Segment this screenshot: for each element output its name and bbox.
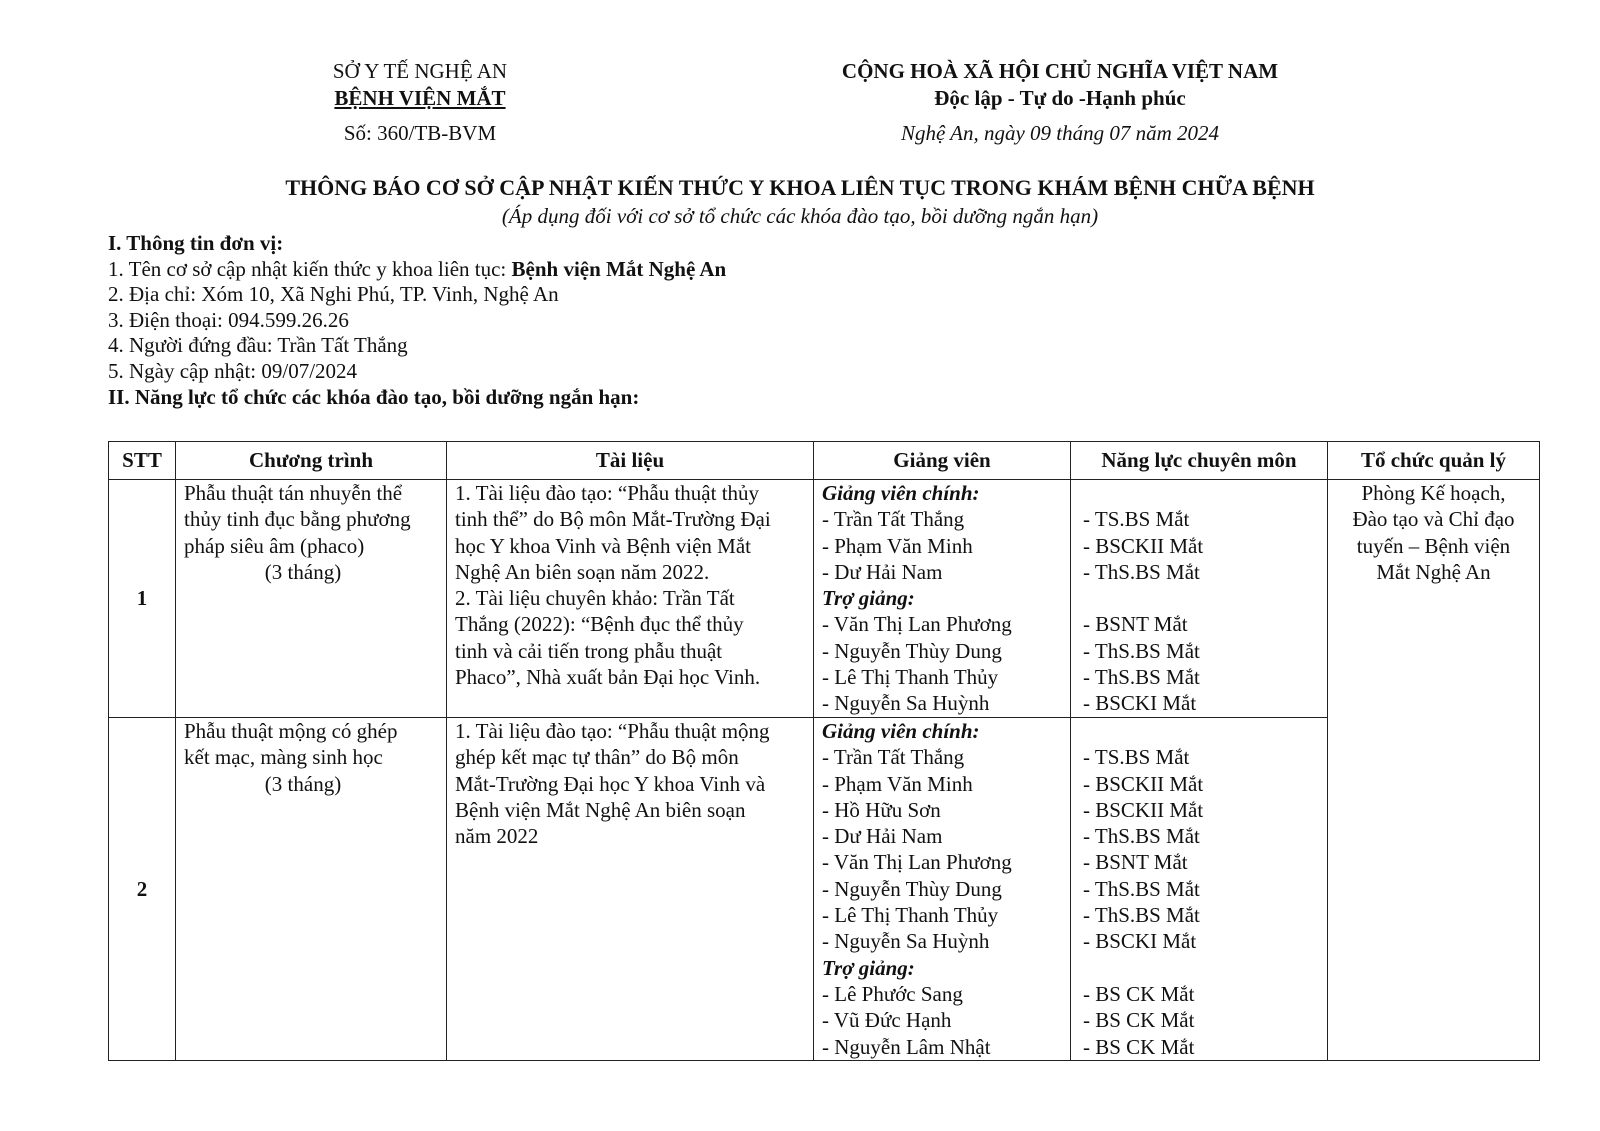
qualification: - BSCKI Mắt — [1083, 929, 1197, 954]
main-lecturers-label: Giảng viên chính: — [822, 719, 980, 743]
lecturer-name: - Nguyễn Thùy Dung — [822, 876, 1002, 901]
qualification: - BSCKII Mắt — [1083, 771, 1204, 796]
national-header — [800, 58, 1320, 147]
unit-name: BỆNH VIỆN MẮT — [334, 86, 506, 110]
materials-line: Phaco”, Nhà xuất bản Đại học Vinh. — [455, 665, 761, 690]
info-item-head — [108, 332, 1108, 358]
materials-line: 1. Tài liệu đào tạo: “Phẫu thuật thủy — [455, 481, 760, 505]
lecturer-name: - Hồ Hữu Sơn — [822, 797, 941, 822]
lecturer-name: - Dư Hải Nam — [822, 824, 943, 849]
lecturer-name: - Nguyễn Sa Huỳnh — [822, 929, 990, 954]
unit-info-section — [108, 230, 1108, 409]
qualification: - ThS.BS Mắt — [1083, 665, 1200, 690]
management-line: Phòng Kế hoạch, — [1361, 481, 1506, 505]
info-item-phone — [108, 307, 1108, 333]
materials-cell — [447, 480, 814, 718]
assistants-label: Trợ giảng: — [822, 586, 915, 611]
qualification: - BS CK Mắt — [1083, 1034, 1195, 1059]
info-item-date — [108, 358, 1108, 384]
materials-line: năm 2022 — [455, 824, 539, 849]
document-title: THÔNG BÁO CƠ SỞ CẬP NHẬT KIẾN THỨC Y KHOA LIÊN TỤC TRONG KHÁM BỆNH CHỮA BỆNH — [285, 175, 1315, 200]
assistant-name: - Nguyễn Sa Huỳnh — [822, 691, 990, 716]
header-program: Chương trình — [176, 442, 447, 480]
courses-table — [108, 441, 1540, 1061]
assistant-name: - Văn Thị Lan Phương — [822, 612, 1012, 637]
info-label: 1. Tên cơ sở cập nhật kiến thức y khoa liên tục: — [108, 256, 512, 281]
info-value: 09/07/2024 — [261, 358, 358, 383]
materials-line: học Y khoa Vinh và Bệnh viện Mắt — [455, 533, 751, 558]
nation-name: CỘNG HOÀ XÃ HỘI CHỦ NGHĨA VIỆT NAM — [841, 59, 1279, 83]
spacer — [1083, 955, 1319, 981]
management-line: Mắt Nghệ An — [1376, 559, 1491, 584]
place-and-date: Nghệ An, ngày 09 tháng 07 năm 2024 — [900, 121, 1220, 145]
program-line: Phẫu thuật tán nhuyễn thể — [184, 481, 403, 505]
spacer — [1083, 480, 1319, 506]
qualification: - TS.BS Mắt — [1083, 507, 1190, 532]
materials-line: Bệnh viện Mắt Nghệ An biên soạn — [455, 797, 746, 822]
header-lecturers: Giảng viên — [814, 442, 1071, 480]
qualifications-cell — [1071, 718, 1328, 1061]
header-stt: STT — [109, 442, 176, 480]
info-item-name — [108, 256, 1108, 282]
lecturers-cell — [814, 718, 1071, 1061]
qualification: - ThS.BS Mắt — [1083, 903, 1200, 928]
info-label: 5. Ngày cập nhật: — [108, 358, 262, 383]
program-line: pháp siêu âm (phaco) — [184, 533, 365, 558]
lecturer-name: - Văn Thị Lan Phương — [822, 850, 1012, 875]
management-line: tuyến – Bệnh viện — [1356, 533, 1511, 558]
main-lecturers-label: Giảng viên chính: — [822, 481, 980, 505]
lecturer-name: - Lê Thị Thanh Thủy — [822, 903, 999, 928]
info-value: Xóm 10, Xã Nghi Phú, TP. Vinh, Nghệ An — [201, 282, 559, 307]
info-label: 3. Điện thoại: — [108, 307, 229, 332]
qualification: - BSCKI Mắt — [1083, 691, 1197, 716]
qualification: - ThS.BS Mắt — [1083, 638, 1200, 663]
row-number: 1 — [109, 480, 176, 718]
qualification: - ThS.BS Mắt — [1083, 559, 1200, 584]
materials-line: tinh thể” do Bộ môn Mắt-Trường Đại — [455, 507, 771, 532]
lecturer-name: - Phạm Văn Minh — [822, 771, 973, 796]
table-row — [109, 718, 1540, 1061]
table-header-row — [109, 442, 1540, 480]
info-label: 2. Địa chỉ: — [108, 282, 202, 307]
assistant-name: - Vũ Đức Hạnh — [822, 1008, 952, 1033]
management-line: Đào tạo và Chỉ đạo — [1352, 507, 1515, 532]
materials-line: 2. Tài liệu chuyên khảo: Trần Tất — [455, 586, 735, 611]
lecturer-name: - Phạm Văn Minh — [822, 533, 973, 558]
materials-line: Nghệ An biên soạn năm 2022. — [455, 559, 710, 584]
qualification: - ThS.BS Mắt — [1083, 824, 1200, 849]
assistant-name: - Lê Thị Thanh Thủy — [822, 665, 999, 690]
document-number: Số: 360/TB-BVM — [343, 121, 497, 145]
issuer-block — [300, 58, 540, 147]
assistant-name: - Lê Phước Sang — [822, 981, 963, 1006]
national-motto: Độc lập - Tự do -Hạnh phúc — [934, 86, 1186, 110]
program-cell — [176, 480, 447, 718]
program-line: thủy tinh đục bằng phương — [184, 507, 411, 532]
row-number: 2 — [109, 718, 176, 1061]
lecturer-name: - Trần Tất Thắng — [822, 507, 965, 532]
lecturer-name: - Trần Tất Thắng — [822, 745, 965, 770]
materials-line: ghép kết mạc tự thân” do Bộ môn — [455, 745, 739, 770]
program-duration: (3 tháng) — [264, 771, 342, 796]
qualifications-cell — [1071, 480, 1328, 718]
program-line: Phẫu thuật mộng có ghép — [184, 719, 398, 743]
info-value: Bệnh viện Mắt Nghệ An — [511, 256, 727, 281]
materials-line: tinh và cải tiến trong phẫu thuật — [455, 638, 723, 663]
assistant-name: - Nguyễn Lâm Nhật — [822, 1034, 991, 1059]
info-item-address — [108, 281, 1108, 307]
header-materials: Tài liệu — [447, 442, 814, 480]
qualification: - ThS.BS Mắt — [1083, 876, 1200, 901]
assistants-label: Trợ giảng: — [822, 955, 915, 980]
assistant-name: - Nguyễn Thùy Dung — [822, 638, 1002, 663]
table-row — [109, 480, 1540, 718]
document-subtitle: (Áp dụng đối với cơ sở tổ chức các khóa đào tạo, bồi dưỡng ngắn hạn) — [501, 204, 1099, 228]
section-2-heading: II. Năng lực tổ chức các khóa đào tạo, bồi dưỡng ngắn hạn: — [108, 384, 640, 409]
qualification: - BS CK Mắt — [1083, 981, 1195, 1006]
spacer — [1083, 585, 1319, 611]
header-management: Tổ chức quản lý — [1328, 442, 1540, 480]
qualification: - BSCKII Mắt — [1083, 533, 1204, 558]
materials-line: Thắng (2022): “Bệnh đục thể thủy — [455, 612, 744, 637]
qualification: - BSNT Mắt — [1083, 612, 1188, 637]
section-1-heading: I. Thông tin đơn vị: — [108, 231, 284, 255]
program-line: kết mạc, màng sinh học — [184, 745, 383, 770]
agency-name: SỞ Y TẾ NGHỆ AN — [332, 59, 508, 83]
materials-line: 1. Tài liệu đào tạo: “Phẫu thuật mộng — [455, 719, 770, 743]
program-cell — [176, 718, 447, 1061]
materials-line: Mắt-Trường Đại học Y khoa Vinh và — [455, 771, 766, 796]
spacer — [1083, 718, 1319, 744]
qualification: - BSNT Mắt — [1083, 850, 1188, 875]
management-cell — [1328, 480, 1540, 1061]
header-qualifications: Năng lực chuyên môn — [1071, 442, 1328, 480]
materials-cell — [447, 718, 814, 1061]
info-value: Trần Tất Thắng — [277, 333, 408, 358]
lecturer-name: - Dư Hải Nam — [822, 559, 943, 584]
info-value: 094.599.26.26 — [228, 307, 349, 332]
lecturers-cell — [814, 480, 1071, 718]
info-label: 4. Người đứng đầu: — [108, 333, 278, 358]
qualification: - BSCKII Mắt — [1083, 797, 1204, 822]
qualification: - BS CK Mắt — [1083, 1008, 1195, 1033]
program-duration: (3 tháng) — [264, 559, 342, 584]
qualification: - TS.BS Mắt — [1083, 745, 1190, 770]
